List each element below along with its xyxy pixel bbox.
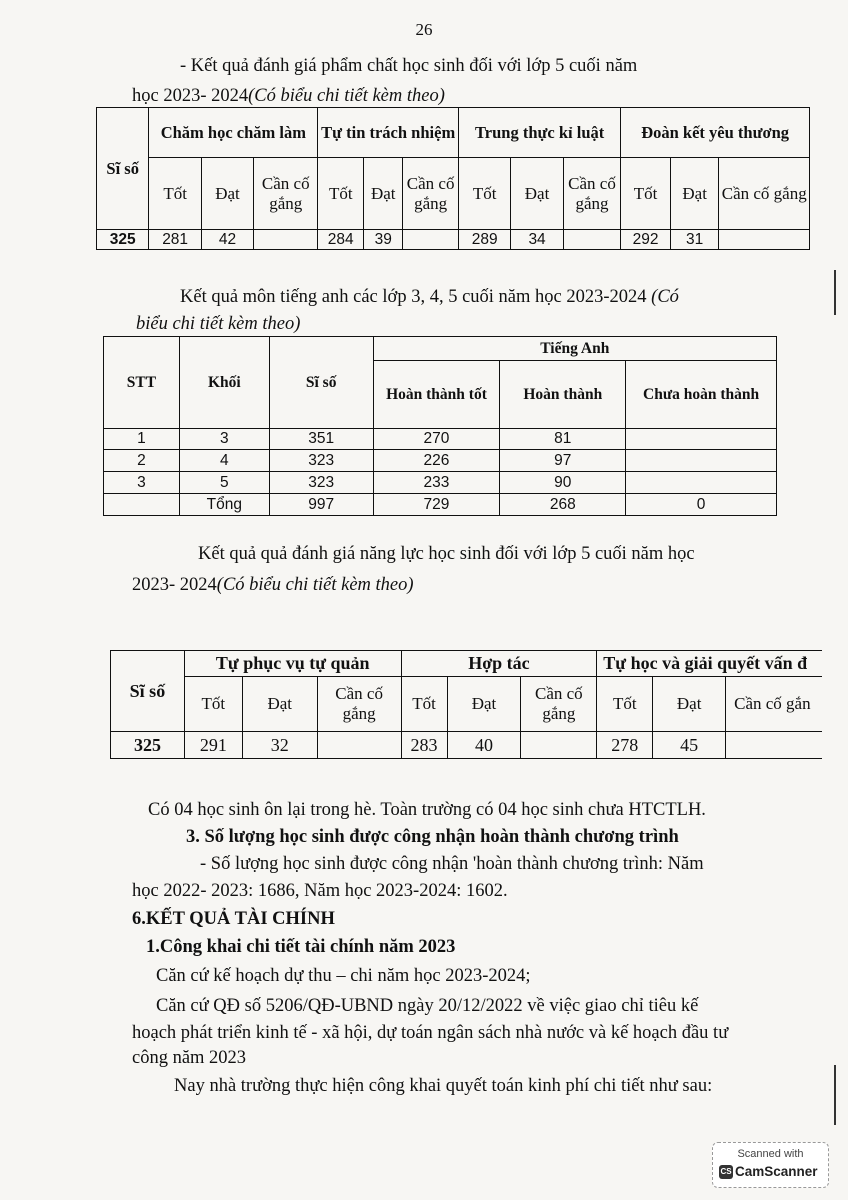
table-cell: 42 [201,230,253,250]
cell-si-so: 325 [97,230,149,250]
table-cell: 81 [500,429,626,450]
table-cell: 32 [242,732,317,759]
table-cell: 729 [373,494,500,516]
sub-tot: Tốt [318,158,364,230]
table-cell [317,732,401,759]
paragraph-summer: Có 04 học sinh ôn lại trong hè. Toàn trường có 04 học sinh chưa HTCTLH. [148,800,706,820]
table-cell: 289 [458,230,510,250]
sub-tot: Tốt [401,677,447,732]
table-cell: 278 [597,732,653,759]
header-hop-tac: Hợp tác [401,651,597,677]
section3-year: 2023- 2024 [132,575,217,595]
paragraph-basis-2c: công năm 2023 [132,1048,247,1068]
paragraph-basis-2: Căn cứ QĐ số 5206/QĐ-UBND ngày 20/12/2022 về việc giao chỉ tiêu kế [156,996,699,1016]
table-cell [626,429,777,450]
header-si-so: Sĩ số [97,108,149,230]
english-table [103,336,777,516]
competency-table [110,650,822,759]
sub-tot: Tốt [458,158,510,230]
header-khoi: Khối [179,337,269,429]
table-cell: 268 [500,494,626,516]
header-tu-tin: Tự tin trách nhiệm [318,108,459,158]
sub-tot: Tốt [149,158,201,230]
table-cell: 226 [373,450,500,472]
header-hoan-thanh-tot: Hoàn thành tốt [373,361,500,429]
sub-can-co-gang: Cần cố gắng [563,158,621,230]
camscanner-watermark [712,1142,829,1188]
table-cell [563,230,621,250]
sub-can-co-gang: Cần cố gắn [726,677,822,732]
section1-intro-line2 [132,83,445,110]
table-cell [521,732,597,759]
table-row [104,429,777,450]
table-cell: 1 [104,429,180,450]
section2-note-b: biểu chi tiết kèm theo) [136,314,301,334]
table-cell: 351 [269,429,373,450]
table-cell [626,450,777,472]
section1-intro: - Kết quả đánh giá phẩm chất học sinh đối với lớp 5 cuối năm [180,56,638,76]
table-cell: 45 [653,732,726,759]
header-tieng-anh: Tiếng Anh [373,337,776,361]
scan-edge-mark [834,1065,836,1125]
sub-dat: Đạt [653,677,726,732]
table-cell [726,732,822,759]
header-tu-phuc-vu: Tự phục vụ tự quản [184,651,401,677]
watermark-line2: CamScanner [735,1164,818,1179]
table-cell: Tổng [179,494,269,516]
table-row [104,450,777,472]
table-row-total [104,494,777,516]
section3-intro: Kết quả quả đánh giá năng lực học sinh đối với lớp 5 cuối năm học [198,544,695,564]
table-cell: 291 [184,732,242,759]
table-cell: 3 [104,472,180,494]
section3-note: (Có biểu chi tiết kèm theo) [216,575,414,595]
table-cell [719,230,810,250]
paragraph-basis-1: Căn cứ kế hoạch dự thu – chi năm học 2023-2024; [156,966,531,986]
header-si-so: Sĩ số [269,337,373,429]
cell-si-so: 325 [111,732,185,759]
paragraph-basis-2b: hoạch phát triển kinh tế - xã hội, dự toán ngân sách nhà nước và kế hoạch đầu tư [132,1023,729,1043]
quality-table [96,107,810,250]
sub-can-co-gang: Cần cố gắng [521,677,597,732]
table-cell: 0 [626,494,777,516]
table-cell: 997 [269,494,373,516]
table-cell [626,472,777,494]
header-hoan-thanh: Hoàn thành [500,361,626,429]
paragraph-completed-2: học 2022- 2023: 1686, Năm học 2023-2024: 1602. [132,881,508,901]
sub-dat: Đạt [242,677,317,732]
header-stt: STT [104,337,180,429]
section2-intro [180,284,679,311]
sub-dat: Đạt [511,158,563,230]
header-chua-hoan-thanh: Chưa hoàn thành [626,361,777,429]
sub-dat: Đạt [670,158,719,230]
sub-dat: Đạt [447,677,521,732]
section1-year: học 2023- 2024 [132,86,249,106]
table-cell: 97 [500,450,626,472]
table-cell: 34 [511,230,563,250]
table-cell: 90 [500,472,626,494]
heading-6: 6.KẾT QUẢ TÀI CHÍNH [132,909,335,929]
paragraph-publicize: Nay nhà trường thực hiện công khai quyết toán kinh phí chi tiết như sau: [174,1076,713,1096]
sub-can-co-gang: Cần cố gắng [719,158,810,230]
table-cell [403,230,459,250]
table-cell: 5 [179,472,269,494]
section2-note-a: (Có [651,287,679,307]
header-trung-thuc: Trung thực kỉ luật [458,108,620,158]
header-si-so: Sĩ số [111,651,185,732]
sub-dat: Đạt [201,158,253,230]
sub-dat: Đạt [364,158,403,230]
sub-tot: Tốt [184,677,242,732]
header-cham-hoc: Chăm học chăm làm [149,108,318,158]
sub-can-co-gang: Cần cố gắng [254,158,318,230]
table-cell: 39 [364,230,403,250]
table-cell [254,230,318,250]
page-number: 26 [415,20,433,39]
table-cell: 283 [401,732,447,759]
table-cell: 3 [179,429,269,450]
table-cell: 4 [179,450,269,472]
header-tu-hoc: Tự học và giải quyết vấn đ [597,651,822,677]
sub-tot: Tốt [597,677,653,732]
sub-can-co-gang: Cần cố gắng [317,677,401,732]
table-cell: 284 [318,230,364,250]
watermark-line1: Scanned with [737,1148,804,1160]
sub-tot: Tốt [621,158,671,230]
table-cell [104,494,180,516]
heading-3: 3. Số lượng học sinh được công nhận hoàn thành chương trình [186,827,679,847]
table-cell: 233 [373,472,500,494]
section2-text: Kết quả môn tiếng anh các lớp 3, 4, 5 cuối năm học 2023-2024 [180,287,647,307]
table-cell: 31 [670,230,719,250]
table-cell: 2 [104,450,180,472]
table-cell: 270 [373,429,500,450]
camscanner-logo-icon: CS [719,1165,733,1179]
table-cell: 323 [269,472,373,494]
table-cell: 281 [149,230,201,250]
table-cell: 323 [269,450,373,472]
section1-note: (Có biểu chi tiết kèm theo) [248,86,445,106]
table-cell: 292 [621,230,671,250]
heading-6-1: 1.Công khai chi tiết tài chính năm 2023 [146,937,456,957]
scan-edge-mark [834,270,836,315]
competency-table-wrapper [110,650,822,762]
header-doan-ket: Đoàn kết yêu thương [621,108,810,158]
section3-intro-line2 [132,572,414,599]
table-row [104,472,777,494]
paragraph-completed: - Số lượng học sinh được công nhận 'hoàn thành chương trình: Năm [200,854,704,874]
sub-can-co-gang: Cần cố gắng [403,158,459,230]
table-cell: 40 [447,732,521,759]
